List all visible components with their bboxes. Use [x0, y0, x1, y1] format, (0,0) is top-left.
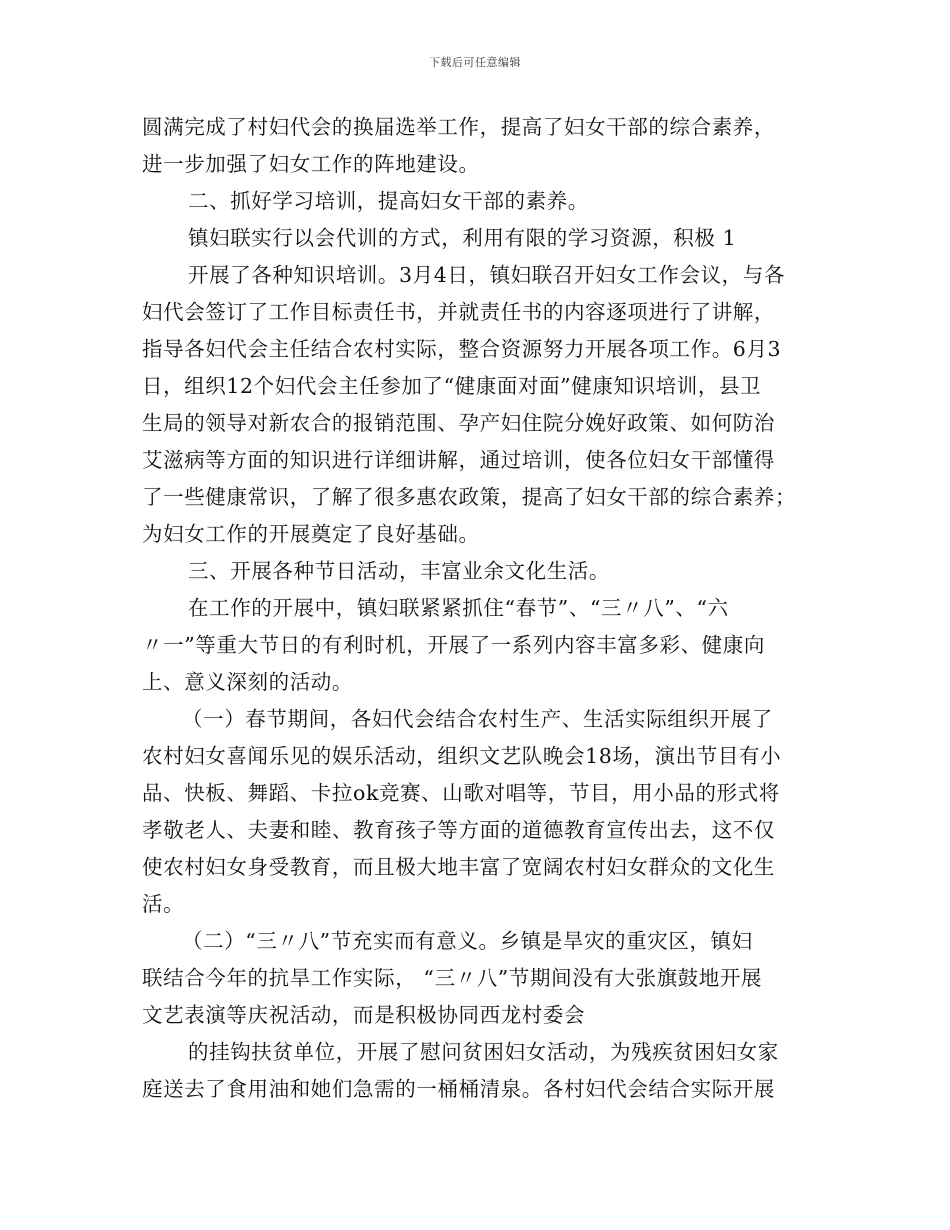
- text-line: 圆满完成了村妇代会的换届选举工作，提高了妇女干部的综合素养，: [142, 115, 775, 139]
- text-line: 进一步加强了妇女工作的阵地建设。: [142, 152, 480, 176]
- text-line: 使农村妇女身受教育，而且极大地丰富了宽阔农村妇女群众的文化生: [142, 855, 775, 879]
- text-line: 文艺表演等庆祝活动，而是积极协同西龙村委会: [142, 1003, 586, 1027]
- text-line: 二、抓好学习培训，提高妇女干部的素养。: [188, 189, 589, 213]
- text-line: 的挂钩扶贫单位，开展了慰问贫困妇女活动，为残疾贫困妇女家: [188, 1040, 779, 1064]
- text-line: 品、快板、舞蹈、卡拉ok竞赛、山歌对唱等，节目，用小品的形式将: [142, 781, 780, 805]
- text-line: 了一些健康常识，了解了很多惠农政策，提高了妇女干部的综合素养；: [142, 485, 797, 509]
- text-line: 镇妇联实行以会代训的方式，利用有限的学习资源，积极 1: [188, 226, 737, 250]
- text-line: 活。: [142, 892, 185, 916]
- text-line: 生局的领导对新农合的报销范围、孕产妇住院分娩好政策、如何防治: [142, 411, 775, 435]
- text-line: 妇代会签订了工作目标责任书，并就责任书的内容逐项进行了讲解，: [142, 300, 775, 324]
- text-line: 三、开展各种节日活动，丰富业余文化生活。: [188, 559, 610, 583]
- text-line: 日，组织12个妇代会主任参加了“健康面对面”健康知识培训，县卫: [142, 374, 762, 398]
- text-line: 〃一”等重大节日的有利时机，开展了一系列内容丰富多彩、健康向: [142, 633, 765, 657]
- text-line: 联结合今年的抗旱工作实际， “三〃八”节期间没有大张旗鼓地开展: [142, 966, 763, 990]
- text-line: 开展了各种知识培训。3月4日，镇妇联召开妇女工作会议，与各: [188, 263, 785, 287]
- text-line: 指导各妇代会主任结合农村实际，整合资源努力开展各项工作。6月3: [142, 337, 782, 361]
- page-header: 下载后可任意编辑: [429, 56, 521, 69]
- text-line: 在工作的开展中，镇妇联紧紧抓住“春节”、“三〃八”、“六: [188, 596, 729, 620]
- text-line: 庭送去了食用油和她们急需的一桶桶清泉。各村妇代会结合实际开展: [142, 1077, 775, 1101]
- text-line: 为妇女工作的开展奠定了良好基础。: [142, 522, 480, 546]
- text-line: 农村妇女喜闻乐见的娱乐活动，组织文艺队晚会18场，演出节目有小: [142, 744, 782, 768]
- text-line: 艾滋病等方面的知识进行详细讲解，通过培训，使各位妇女干部懂得: [142, 448, 775, 472]
- text-line: 上、意义深刻的活动。: [142, 670, 353, 694]
- text-line: （一）春节期间，各妇代会结合农村生产、生活实际组织开展了: [182, 707, 773, 731]
- document-body: [142, 109, 807, 1108]
- text-line: （二）“三〃八”节充实而有意义。乡镇是旱灾的重灾区，镇妇: [182, 929, 753, 953]
- text-line: 孝敬老人、夫妻和睦、教育孩子等方面的道德教育宣传出去，这不仅: [142, 818, 775, 842]
